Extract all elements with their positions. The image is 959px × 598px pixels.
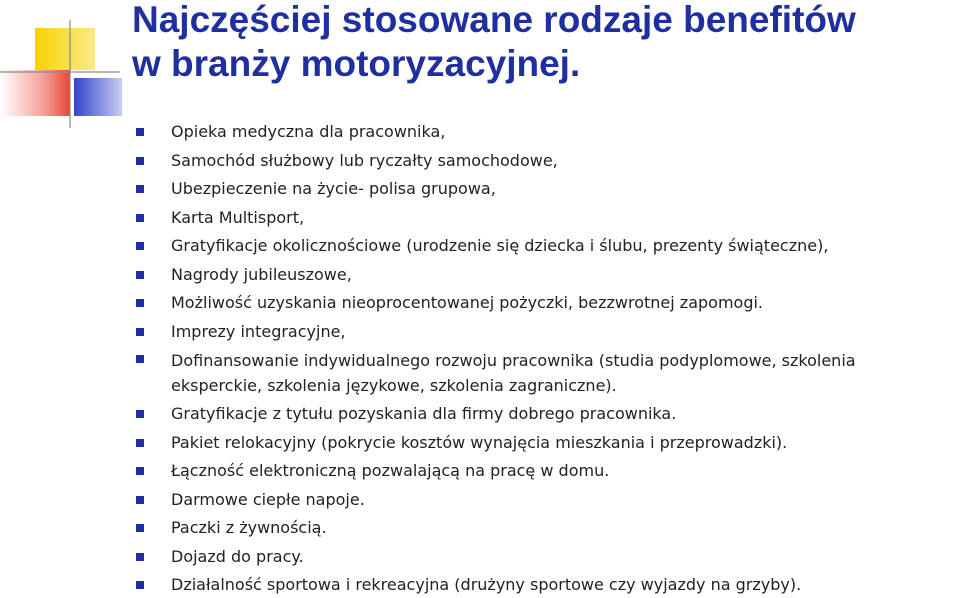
list-item-text: Dojazd do pracy. [171,546,304,566]
list-item-text: Darmowe ciepłe napoje. [171,489,365,509]
list-item [136,457,936,486]
list-item-text: Paczki z żywnością. [171,518,327,537]
square-bullet-icon [136,496,144,504]
list-item-text: Gratyfikacje okolicznościowe (urodzenie się dziecka i ślubu, prezenty świąteczne), [171,236,829,255]
list-item-text: Gratyfikacje z tytułu pozyskania dla firmy dobrego pracownika. [171,404,677,423]
list-item-text: Możliwość uzyskania nieoprocentowanej pożyczki, bezzwrotnej zapomogi. [171,293,764,312]
list-item [136,232,936,261]
list-item [136,400,936,429]
list-item [136,204,936,233]
blue-square [74,78,122,116]
list-item-text: Samochód służbowy lub ryczałty samochodowe, [171,150,558,170]
list-item-text: Imprezy integracyjne, [171,321,346,341]
list-item [136,514,936,543]
square-bullet-icon [136,271,144,279]
list-item [136,175,936,204]
red-square [0,70,70,116]
square-bullet-icon [136,467,144,475]
square-bullet-icon [136,553,144,561]
list-item-text: Opieka medyczna dla pracownika, [171,122,446,141]
list-item [136,118,936,147]
list-item [136,289,936,318]
square-bullet-icon [136,214,144,222]
list-item-text: Ubezpieczenie na życie- polisa grupowa, [171,179,496,198]
list-item [136,429,936,458]
square-bullet-icon [136,128,144,136]
square-bullet-icon [136,157,144,165]
list-item [136,261,936,290]
slide-title-line-2: w branży motoryzacyjnej. [132,43,581,84]
slide-title-line-1: Najczęściej stosowane rodzaje benefitów [132,0,856,40]
square-bullet-icon [136,328,144,336]
list-item [136,346,931,400]
square-bullet-icon [136,581,144,589]
benefits-list [136,118,936,598]
list-item [136,571,936,598]
list-item-text: Łączność elektroniczną pozwalającą na pracę w domu. [171,461,610,480]
list-item-text: Pakiet relokacyjny (pokrycie kosztów wynajęcia mieszkania i przeprowadzki). [171,432,788,452]
list-item-text: Działalność sportowa i rekreacyjna (drużyny sportowe czy wyjazdy na grzyby). [171,575,802,594]
square-bullet-icon [136,410,144,418]
list-item-text: Dofinansowanie indywidualnego rozwoju pracownika (studia podyplomowe, szkolenia eksperckie, szkolenia językowe, szkolenia zagraniczne). [171,351,856,395]
yellow-square [35,28,95,70]
decorative-squares-graphic [0,0,140,130]
list-item [136,543,936,572]
list-item-text: Karta Multisport, [171,207,305,227]
list-item [136,486,936,515]
square-bullet-icon [136,299,144,307]
square-bullet-icon [136,355,144,363]
list-item [136,318,936,347]
square-bullet-icon [136,242,144,250]
square-bullet-icon [136,524,144,532]
slide-title [132,0,957,86]
list-item [136,147,936,176]
square-bullet-icon [136,439,144,447]
square-bullet-icon [136,185,144,193]
list-item-text: Nagrody jubileuszowe, [171,264,352,284]
